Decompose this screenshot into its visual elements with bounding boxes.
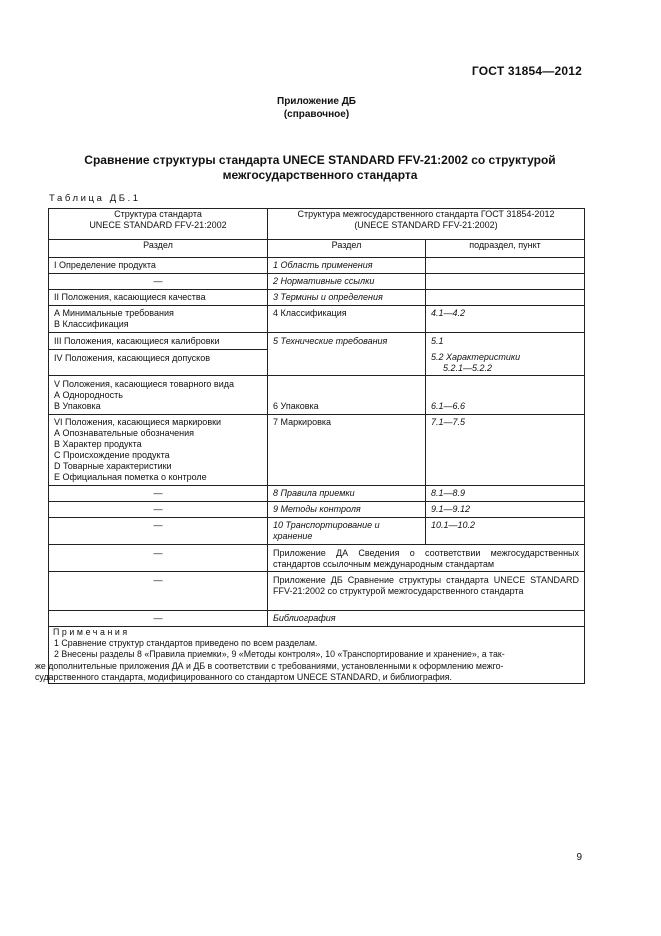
note-2-line-2: же дополнительные приложения ДА и ДБ в соответствии с требованиями, установленными к оформлению межго- [35, 660, 504, 671]
cell-right-line: 5.2.1—5.2.2 [443, 362, 493, 373]
cell-left: II Положения, касающиеся качества [49, 290, 268, 306]
table-row [49, 333, 585, 350]
cell-mid: 1 Область применения [268, 258, 426, 274]
note-2-line-3: сударственного стандарта, модифицированного со стандартом UNECE STANDARD, и библиография. [35, 671, 452, 682]
cell-left: I Определение продукта [49, 258, 268, 274]
header-right-line-2: (UNECE STANDARD FFV-21:2002) [354, 220, 498, 230]
header-left-line-1: Структура стандарта [114, 209, 202, 219]
cell-right: 5.1 [426, 333, 585, 350]
header-right-cell [268, 209, 585, 240]
cell-left: — [49, 572, 268, 611]
standard-number: ГОСТ 31854—2012 [471, 64, 582, 78]
title-line-1: Сравнение структуры стандарта UNECE STANDARD FFV-21:2002 со структурой [84, 153, 556, 167]
table-row [49, 376, 585, 415]
table-subheader-row [49, 240, 585, 258]
cell-left: — [49, 545, 268, 572]
cell-mid: 8 Правила приемки [268, 486, 426, 502]
cell-mid: 3 Термины и определения [268, 290, 426, 306]
cell-left: — [49, 611, 268, 627]
cell-mid: 5 Технические требования [268, 333, 426, 376]
document-title [60, 153, 580, 183]
cell-left-line: А Однородность [54, 390, 123, 400]
cell-left-line: С Происхождение продукта [54, 450, 170, 460]
table-row [49, 502, 585, 518]
cell-mid: Приложение ДБ Сравнение структуры стандарта UNECE STANDARD FFV-21:2002 со структурой межгосударственного стандарта [268, 572, 585, 611]
table-header-row [49, 209, 585, 240]
cell-mid: 10 Транспортирование и хранение [268, 518, 426, 545]
cell-left-line: В Характер продукта [54, 439, 142, 449]
annex-heading [0, 95, 633, 121]
cell-left [49, 306, 268, 333]
annex-subtitle: (справочное) [283, 109, 350, 120]
cell-right [426, 274, 585, 290]
cell-left-line: V Положения, касающиеся товарного вида [54, 379, 234, 389]
subheader-mid: Раздел [268, 240, 426, 258]
table-row [49, 518, 585, 545]
cell-left: — [49, 502, 268, 518]
cell-left-line: А Минимальные требования [54, 308, 174, 318]
cell-right: 6.1—6.6 [426, 376, 585, 415]
table-row [49, 486, 585, 502]
cell-left: III Положения, касающиеся калибровки [49, 333, 268, 350]
cell-mid: 2 Нормативные ссылки [268, 274, 426, 290]
cell-right [426, 290, 585, 306]
cell-left-line: D Товарные характеристики [54, 461, 172, 471]
table-row [49, 545, 585, 572]
cell-left: — [49, 274, 268, 290]
cell-left: — [49, 518, 268, 545]
header-left-line-2: UNECE STANDARD FFV-21:2002 [89, 220, 227, 230]
cell-right [426, 258, 585, 274]
cell-left: — [49, 486, 268, 502]
cell-left-line: В Упаковка [54, 401, 101, 411]
cell-left: IV Положения, касающиеся допусков [49, 350, 268, 376]
table-row [49, 572, 585, 611]
cell-right: 10.1—10.2 [426, 518, 585, 545]
table-row [49, 611, 585, 627]
cell-right: 7.1—7.5 [426, 415, 585, 486]
cell-left-line: Е Официальная пометка о контроле [54, 472, 207, 482]
cell-right-line: 5.2 Характеристики [431, 351, 521, 362]
notes-cell [35, 627, 585, 684]
notes-row [49, 627, 585, 684]
cell-right: 9.1—9.12 [426, 502, 585, 518]
header-left-cell [49, 209, 268, 240]
table-row [49, 274, 585, 290]
notes-heading: Примечания [53, 627, 130, 637]
page-number: 9 [576, 852, 582, 863]
cell-left-line: VI Положения, касающиеся маркировки [54, 417, 222, 427]
cell-right: 4.1—4.2 [426, 306, 585, 333]
cell-mid: Библиография [268, 611, 585, 627]
subheader-right: подраздел, пункт [426, 240, 585, 258]
title-line-2: межгосударственного стандарта [222, 168, 418, 182]
table-row [49, 290, 585, 306]
cell-right [426, 350, 585, 376]
note-2-line-1: 2 Внесены разделы 8 «Правила приемки», 9 «Методы контроля», 10 «Транспортирование и хранение», а так- [54, 649, 505, 660]
annex-title: Приложение ДБ [277, 96, 356, 107]
header-right-line-1: Структура межгосударственного стандарта ГОСТ 31854-2012 [297, 209, 555, 219]
table-row [49, 306, 585, 333]
cell-left-line: В Классификация [54, 319, 129, 329]
cell-mid: 6 Упаковка [268, 376, 426, 415]
table-row [49, 258, 585, 274]
comparison-table [35, 208, 585, 684]
cell-mid: 9 Методы контроля [268, 502, 426, 518]
cell-mid: 4 Классификация [268, 306, 426, 333]
cell-mid: 7 Маркировка [268, 415, 426, 486]
cell-left [49, 415, 268, 486]
cell-right: 8.1—8.9 [426, 486, 585, 502]
subheader-left: Раздел [49, 240, 268, 258]
note-1: 1 Сравнение структур стандартов приведено по всем разделам. [54, 638, 318, 649]
cell-left [49, 376, 268, 415]
table-label: Таблица ДБ.1 [49, 193, 141, 204]
table-row [49, 415, 585, 486]
cell-mid: Приложение ДА Сведения о соответствии межгосударственных стандартов ссылочным международным стандартам [268, 545, 585, 572]
cell-left-line: А Опознавательные обозначения [54, 428, 195, 438]
